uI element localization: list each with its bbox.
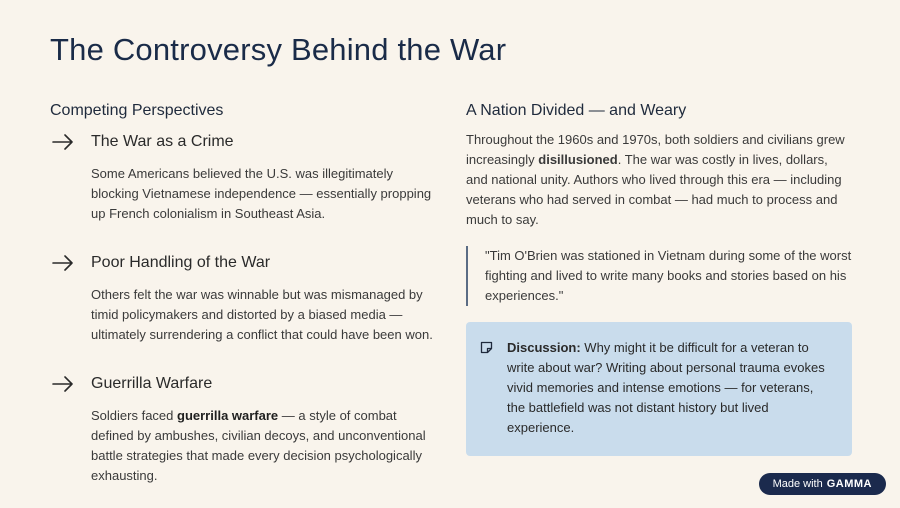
discussion-callout [466,322,852,456]
section-heading-nation-divided: A Nation Divided — and Weary [466,102,687,119]
paragraph-text: Throughout the 1960s and 1970s, both soldiers and civilians grew increasingly [466,132,845,167]
competing-perspectives-column [50,102,440,486]
nation-divided-column [466,102,852,456]
body-text: — a style of combat defined by ambushes, civilian decoys, and unconventional battle strategies that made every decision psychologically exhausting. [91,408,426,483]
arrow-right-icon [52,376,74,392]
page-title: The Controversy Behind the War [50,32,507,67]
perspective-title: The War as a Crime [91,133,234,150]
badge-prefix: Made with [772,478,823,490]
arrow-right-icon [52,134,74,150]
perspective-body: Others felt the war was winnable but was mismanaged by timid policymakers and distorted by a biased media — ultimately surrendering a conflict that could have been won. [91,287,433,342]
body-text: Soldiers faced [91,408,177,423]
discussion-text [507,338,832,438]
discussion-label: Discussion: [507,340,581,355]
perspective-item-poor-handling [50,251,440,345]
perspective-body [91,406,440,486]
perspective-item-guerrilla-warfare [50,372,440,486]
blockquote: "Tim O'Brien was stationed in Vietnam during some of the worst fighting and lived to write many books and stories based on his experiences." [466,246,852,306]
discussion-body: Why might it be difficult for a veteran to write about war? Writing about personal trauma evokes vivid memories and intense emotions — for veterans, the battlefield was not distant history but lived experience. [507,340,825,435]
arrow-right-icon [52,255,74,271]
perspective-title: Guerrilla Warfare [91,375,213,392]
gamma-logo: GAMMA [826,478,872,490]
perspective-title: Poor Handling of the War [91,254,271,271]
paragraph-bold-term: disillusioned [538,152,618,167]
note-icon [480,341,493,354]
intro-paragraph [466,130,852,230]
perspective-item-war-as-crime [50,130,440,224]
paragraph-text: . The war was costly in lives, dollars, and national unity. Authors who lived through this era — including veterans who had served in combat — had much to process and much to say. [466,152,842,227]
section-heading-competing-perspectives: Competing Perspectives [50,102,224,119]
perspective-body: Some Americans believed the U.S. was illegitimately blocking Vietnamese independence — essentially propping up French colonialism in Southeast Asia. [91,166,432,221]
made-with-gamma-badge[interactable] [759,473,886,495]
body-bold-term: guerrilla warfare [177,408,279,423]
